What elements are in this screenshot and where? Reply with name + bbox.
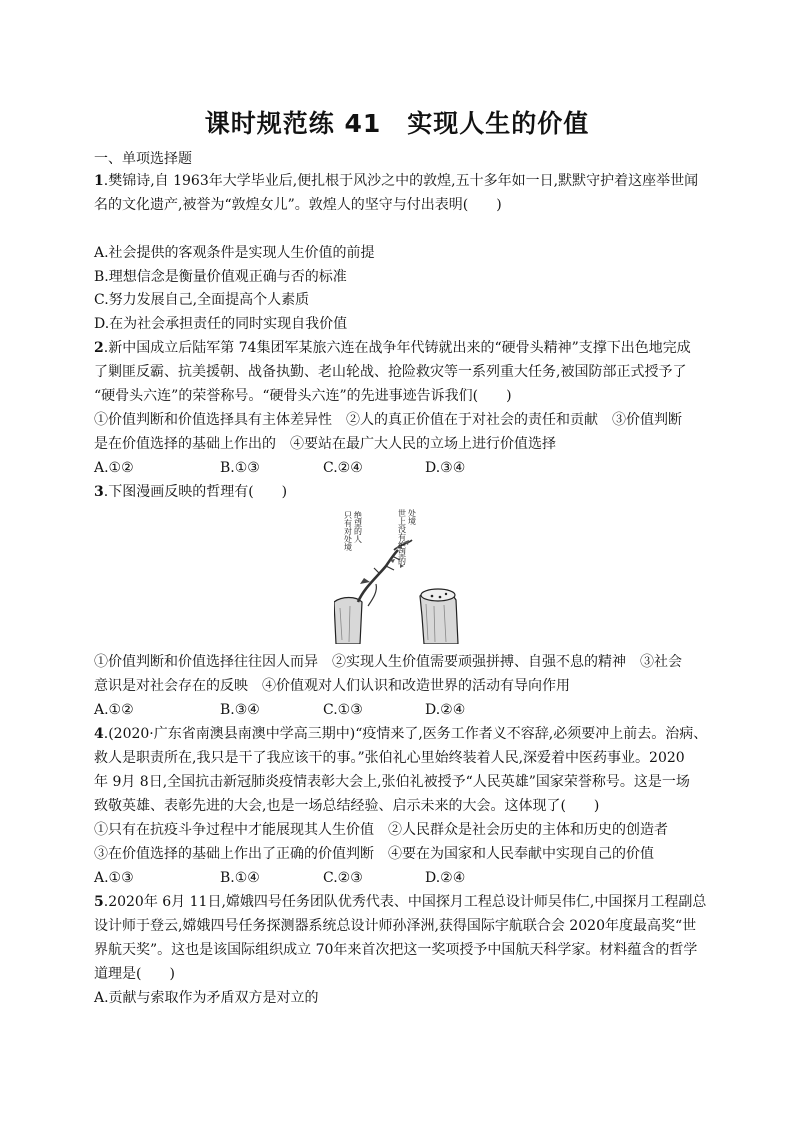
q5-stem-line-1: 5.2020年 6月 11日,嫦娥四号任务团队优秀代表、中国探月工程总设计师吴伟仁,中国探月工程副总 bbox=[94, 894, 707, 910]
q3-number: 3 bbox=[94, 484, 104, 500]
q2-items-line-2: 是在价值选择的基础上作出的 ④要站在最广大人民的立场上进行价值选择 bbox=[94, 436, 556, 452]
q2-option-d: D.③④ bbox=[425, 460, 466, 476]
q4-option-a: A.①③ bbox=[94, 870, 134, 886]
q5-stem-line-3: 界航天奖”。这也是该国际组织成立 70年来首次把这一奖项授予中国航天科学家。材料蕴含的哲学 bbox=[94, 942, 698, 958]
cartoon-illustration bbox=[334, 504, 462, 644]
q4-stem-line-3: 年 9月 8日,全国抗击新冠肺炎疫情表彰大会上,张伯礼被授予“人民英雄”国家荣誉称号。这是一场 bbox=[94, 774, 690, 790]
q2-option-b: B.①③ bbox=[220, 460, 260, 476]
q5-option-a: A.贡献与索取作为矛盾双方是对立的 bbox=[94, 990, 319, 1006]
q3-option-c: C.①③ bbox=[323, 702, 363, 718]
cartoon-caption-left: 只有对处境绝望的人 bbox=[344, 511, 362, 552]
q1-option-a: A.社会提供的客观条件是实现人生价值的前提 bbox=[94, 245, 375, 261]
q2-items-line-1: ①价值判断和价值选择具有主体差异性 ②人的真正价值在于对社会的责任和贡献 ③价值判断 bbox=[94, 412, 682, 428]
q3-option-b: B.③④ bbox=[220, 702, 260, 718]
q2-stem-line-1: 2.新中国成立后陆军第 74集团军某旅六连在战争年代铸就出来的“硬骨头精神”支撑下出色地完成 bbox=[94, 340, 691, 356]
q5-number: 5 bbox=[94, 894, 104, 910]
q2-stem-line-2: 了剿匪反霸、抗美援朝、战备执勤、老山轮战、抢险救灾等一系列重大任务,被国防部正式授予了 bbox=[94, 364, 687, 380]
q5-stem-line-2: 设计师于登云,嫦娥四号任务探测器系统总设计师孙泽洲,获得国际宇航联合会 2020年度最高奖“世 bbox=[94, 918, 697, 934]
q2-option-a: A.①② bbox=[94, 460, 134, 476]
q3-items-line-2: 意识是对社会存在的反映 ④价值观对人们认识和改造世界的活动有导向作用 bbox=[94, 678, 570, 694]
q4-items-line-2: ③在价值选择的基础上作出了正确的价值判断 ④要在为国家和人民奉献中实现自己的价值 bbox=[94, 846, 654, 862]
q4-stem-line-1: 4.(2020·广东省南澳县南澳中学高三期中)“疫情来了,医务工作者义不容辞,必须要冲上前去。治病、 bbox=[94, 726, 708, 742]
q4-number: 4 bbox=[94, 726, 104, 742]
q4-option-d: D.②④ bbox=[425, 870, 466, 886]
q1-option-d: D.在为社会承担责任的同时实现自我价值 bbox=[94, 316, 348, 332]
q3-option-d: D.②④ bbox=[425, 702, 466, 718]
q4-stem-line-2: 救人是职责所在,我只是干了我应该干的事。”张伯礼心里始终装着人民,深爱着中医药事业。2020 bbox=[94, 750, 685, 766]
q2-stem-line-3: “硬骨头六连”的荣誉称号。“硬骨头六连”的先进事迹告诉我们( ) bbox=[94, 388, 512, 404]
page-title: 课时规范练 41 实现人生的价值 bbox=[204, 109, 590, 138]
q2-option-c: C.②④ bbox=[323, 460, 363, 476]
q1-option-c: C.努力发展自己,全面提高个人素质 bbox=[94, 292, 310, 308]
q4-items-line-1: ①只有在抗疫斗争过程中才能展现其人生价值 ②人民群众是社会历史的主体和历史的创造者 bbox=[94, 822, 668, 838]
section-heading: 一、单项选择题 bbox=[94, 151, 192, 167]
q1-stem-line-2: 名的文化遗产,被誉为“敦煌女儿”。敦煌人的坚守与付出表明( ) bbox=[94, 197, 502, 213]
q3-option-a: A.①② bbox=[94, 702, 134, 718]
q4-option-b: B.①④ bbox=[220, 870, 260, 886]
cartoon-caption-right: 世上没有绝望的处境 bbox=[398, 509, 416, 566]
q1-option-b: B.理想信念是衡量价值观正确与否的标准 bbox=[94, 269, 347, 285]
q4-stem-line-4: 致敬英雄、表彰先进的大会,也是一场总结经验、启示未来的大会。这体现了( ) bbox=[94, 798, 600, 814]
q1-number: 1 bbox=[94, 173, 104, 189]
q4-option-c: C.②③ bbox=[323, 870, 363, 886]
q3-stem: 3.下图漫画反映的哲理有( ) bbox=[94, 484, 288, 500]
q1-stem-line-1: 1.樊锦诗,自 1963年大学毕业后,便扎根于风沙之中的敦煌,五十多年如一日,默默守护着这座举世闻 bbox=[94, 173, 699, 189]
q5-stem-line-4: 道理是( ) bbox=[94, 966, 175, 982]
q3-items-line-1: ①价值判断和价值选择往往因人而异 ②实现人生价值需要顽强拼搏、自强不息的精神 ③社会 bbox=[94, 654, 682, 670]
q2-number: 2 bbox=[94, 340, 104, 356]
